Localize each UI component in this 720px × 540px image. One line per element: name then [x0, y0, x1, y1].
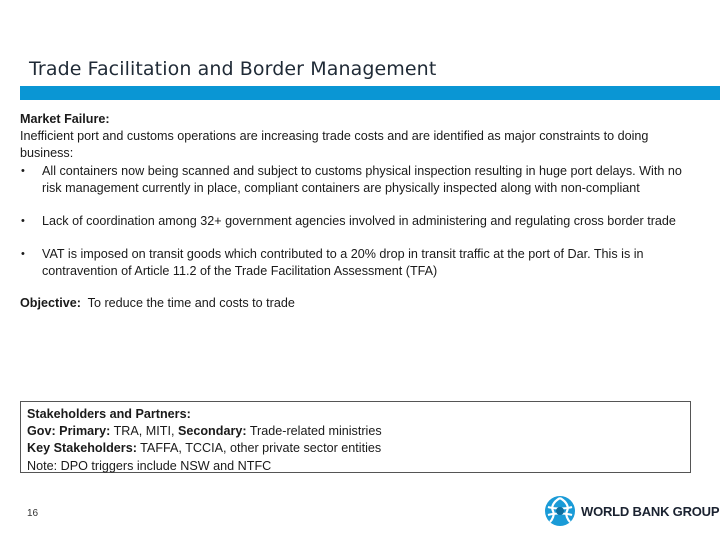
bullet-glyph: • — [21, 164, 25, 177]
world-bank-globe-icon — [544, 495, 576, 527]
objective-line — [20, 295, 700, 312]
stakeholders-heading: Stakeholders and Partners: — [27, 407, 191, 421]
gov-primary: TRA, MITI, — [113, 424, 175, 439]
key-stakeholders-line — [27, 440, 684, 457]
gov-line — [27, 423, 684, 440]
secondary-text: Trade-related ministries — [249, 424, 382, 439]
market-failure-intro: Inefficient port and customs operations are increasing trade costs and are identified as major constraints to doing business: — [20, 129, 649, 161]
key-label: Key Stakeholders: — [27, 441, 137, 456]
bullet-text: Lack of coordination among 32+ government agencies involved in administering and regulating cross border trade — [42, 214, 676, 229]
key-text: TAFFA, TCCIA, other private sector entities — [140, 441, 382, 456]
objective-text: To reduce the time and costs to trade — [87, 295, 295, 310]
stakeholders-box — [20, 401, 691, 473]
bullet-glyph: • — [21, 215, 25, 228]
slide-title: Trade Facilitation and Border Management — [29, 58, 437, 80]
world-bank-logo — [544, 495, 719, 527]
secondary-label: Secondary: — [177, 424, 247, 439]
bullet-item — [20, 163, 700, 197]
objective-label: Objective: — [20, 295, 81, 310]
bullet-item — [20, 213, 700, 230]
bullet-text: VAT is imposed on transit goods which contributed to a 20% drop in transit traffic at the port of Dar. This is in contravention of Article 11.2 of the Trade Facilitation Assessment (TFA) — [42, 247, 644, 279]
gov-label: Gov: Primary: — [27, 424, 111, 439]
title-accent-bar — [20, 86, 720, 100]
market-failure-heading: Market Failure: — [20, 112, 110, 126]
note-line: Note: DPO triggers include NSW and NTFC — [27, 458, 272, 473]
bullet-text: All containers now being scanned and subject to customs physical inspection resulting in huge port delays. With no risk management currently in place, compliant containers are physically inspected along with non-compliant — [42, 163, 682, 195]
slide-body — [20, 111, 700, 312]
bullet-glyph: • — [21, 248, 25, 261]
logo-text: WORLD BANK GROUP — [581, 503, 720, 519]
bullet-item — [20, 246, 700, 280]
page-number: 16 — [27, 508, 39, 519]
